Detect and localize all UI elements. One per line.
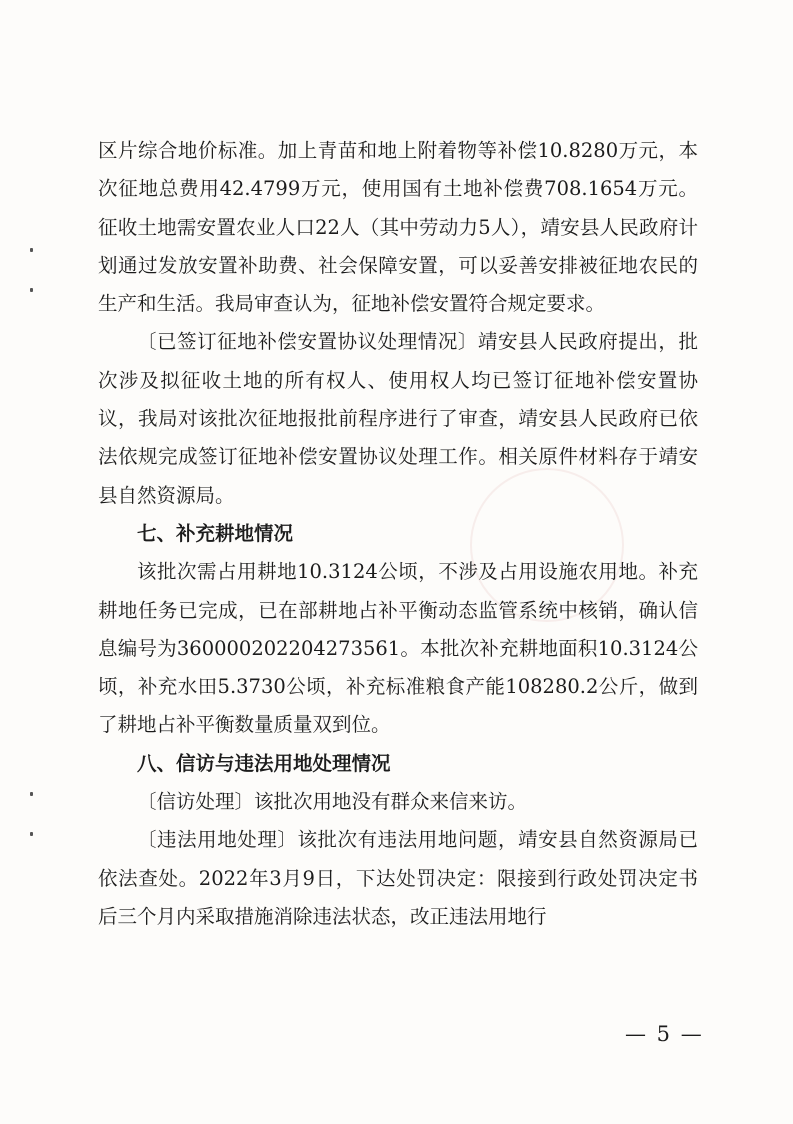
paragraph-agreement: 〔已签订征地补偿安置协议处理情况〕靖安县人民政府提出，批次涉及拟征收土地的所有权人、使用权人均已签订征地补偿安置协议，我局对该批次征地报批前程序进行了审查，靖安县人民政府已依法依规完成签订征地补偿安置协议处理工作。相关原件材料存于靖安县自然资源局。 [98, 330, 698, 507]
paragraph-petition: 〔信访处理〕该批次用地没有群众来信来访。 [137, 790, 528, 814]
section-heading-7: 七、补充耕地情况 [137, 521, 294, 545]
body-text [98, 132, 698, 936]
binding-mark [30, 288, 33, 292]
paragraph-illegal-land-use: 〔违法用地处理〕该批次有违法用地问题，靖安县自然资源局已依法查处。2022年3月9日，下达处罚决定：限接到行政处罚决定书后三个月内采取措施消除违法状态，改正违法用地行 [98, 828, 698, 928]
paragraph-compensation: 区片综合地价标准。加上青苗和地上附着物等补偿10.8280万元，本次征地总费用42.4799万元，使用国有土地补偿费708.1654万元。征收土地需安置农业人口22人（其中劳动力5人），靖安县人民政府计划通过发放安置补助费、社会保障安置，可以妥善安排被征地农民的生产和生活。我局审查认为，征地补偿安置符合规定要求。 [98, 139, 698, 316]
binding-mark [30, 248, 33, 252]
binding-mark [30, 792, 33, 796]
binding-mark [30, 832, 33, 836]
page-number: — 5 — [625, 1022, 704, 1046]
section-heading-8: 八、信访与违法用地处理情况 [137, 751, 391, 775]
paragraph-cultivated-land: 该批次需占用耕地10.3124公顷，不涉及占用设施农用地。补充耕地任务已完成，已在部耕地占补平衡动态监管系统中核销，确认信息编号为360000202204273561。本批次补充耕地面积10.3124公顷，补充水田5.3730公顷，补充标准粮食产能108280.2公斤，做到了耕地占补平衡数量质量双到位。 [98, 560, 698, 737]
